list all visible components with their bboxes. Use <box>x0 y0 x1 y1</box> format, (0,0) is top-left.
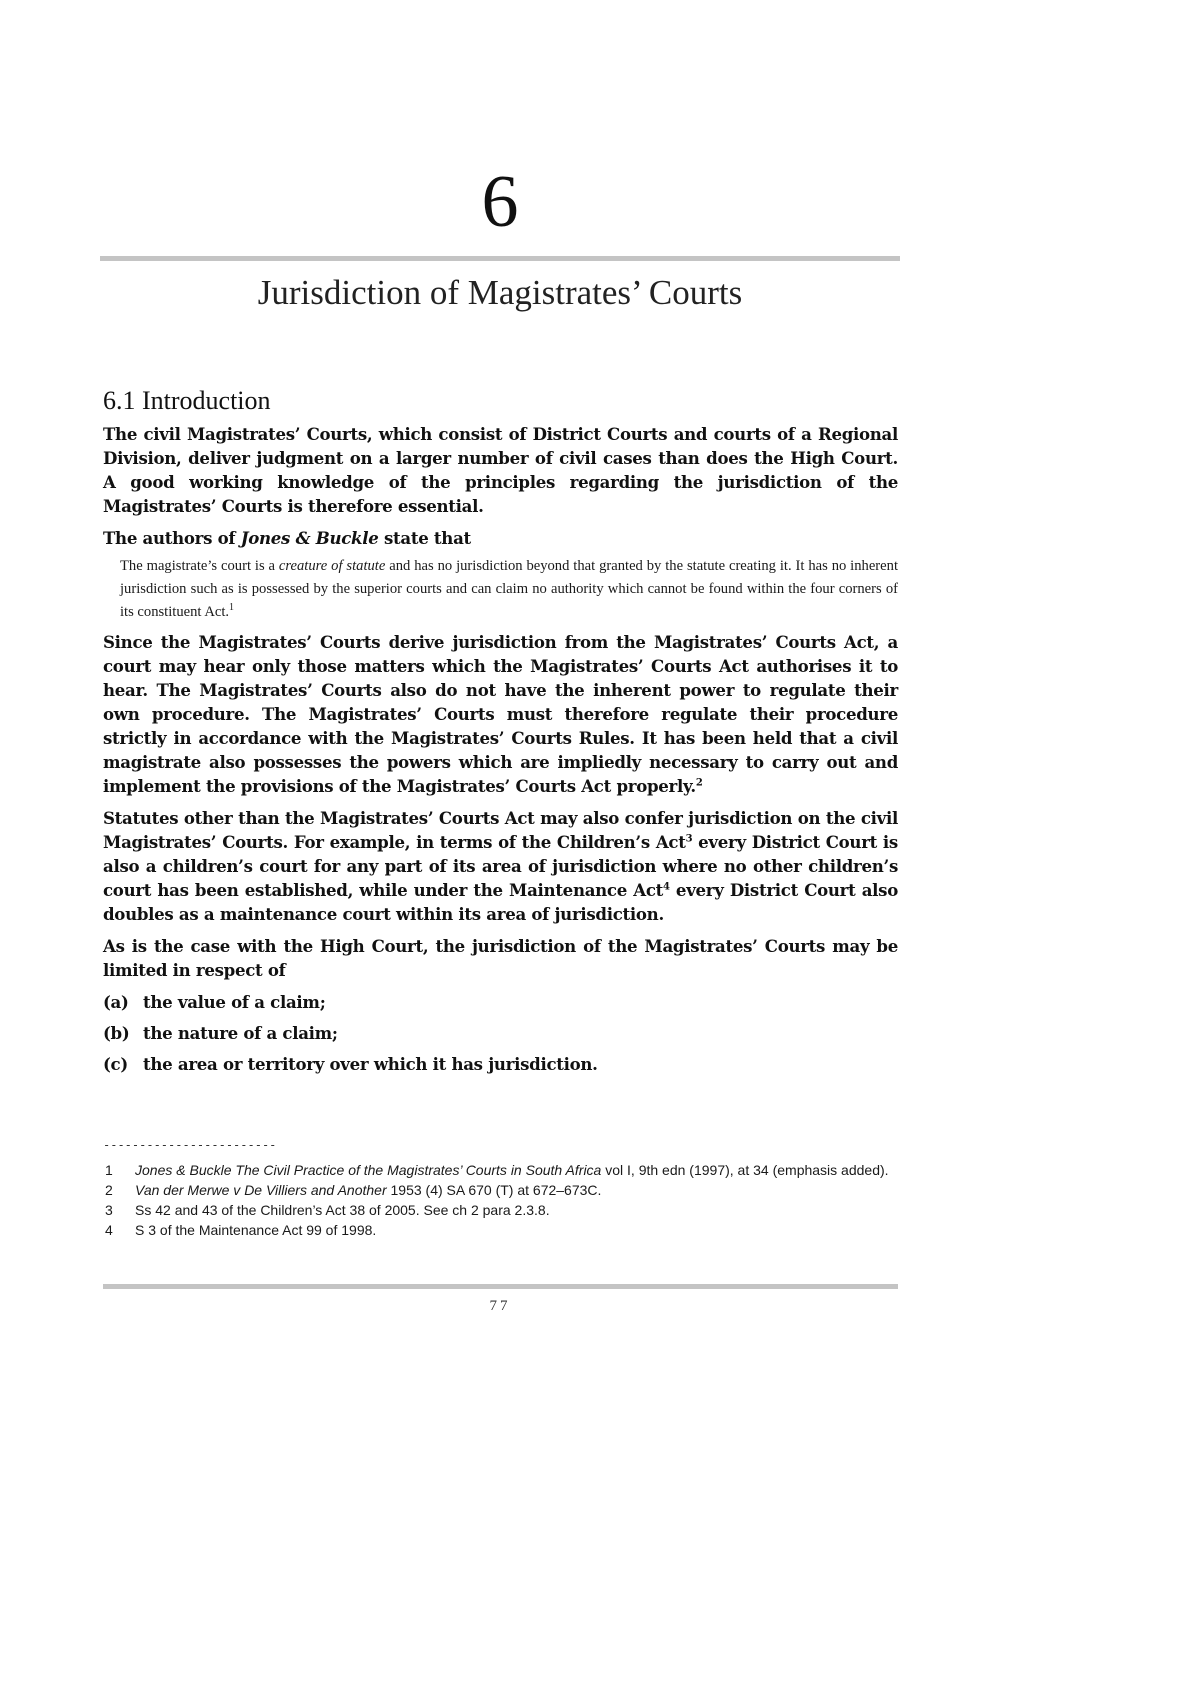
footnote <box>103 1180 898 1200</box>
footnotes <box>103 1160 898 1240</box>
text-run: Statutes other than the Magistrates’ Courts Act may also confer jurisdiction on the civil Magistrates’ Courts. For example, in terms of the Children’s Act <box>103 808 898 852</box>
text-run: Since the Magistrates’ Courts derive jurisdiction from the Magistrates’ Courts Act, a court may hear only those matters which the Magistrates’ Courts Act authorises it to hear. The Magistrates’ Courts also do not have the inherent power to regulate their own procedure. The Magistrates’ Courts must therefore regulate their procedure strictly in accordance with the Magistrates’ Courts Rules. It has been held that a civil magistrate also possesses the powers which are impliedly necessary to carry out and implement the provisions of the Magistrates’ Courts Act properly. <box>103 632 898 796</box>
paragraph-intro: The civil Magistrates’ Courts, which consist of District Courts and courts of a Regional Division, deliver judgment on a larger number of civil cases than does the High Court. A good working knowledge of the principles regarding the jurisdiction of the Magistrates’ Courts is therefore essential. <box>103 424 898 516</box>
text-run: every District Court is also a children’s court for any part of its area of jurisdiction where no other children’s court has been established, while under the Maintenance Act <box>103 832 898 900</box>
footnote-separator: ------------------------ <box>103 1138 277 1152</box>
section-heading: 6.1 Introduction <box>103 386 271 415</box>
paragraph-statutes <box>103 806 898 926</box>
list-marker: (b) <box>103 1023 130 1043</box>
text-run: The magistrate’s court is a <box>120 558 279 574</box>
citation-title: Van der Merwe v De Villiers and Another <box>135 1182 387 1198</box>
list-text: the value of a claim; <box>143 992 326 1012</box>
list-marker: (c) <box>103 1054 128 1074</box>
footnote-text <box>135 1200 898 1220</box>
paragraph-limits: As is the case with the High Court, the jurisdiction of the Magistrates’ Courts may be limited in respect of <box>103 936 898 980</box>
book-title: Jones & Buckle <box>240 528 379 548</box>
top-rule <box>100 256 900 261</box>
list-marker: (a) <box>103 992 129 1012</box>
body-text <box>103 422 898 1083</box>
text-run: and has no jurisdiction beyond that granted by the statute creating it. It has no inherent jurisdiction such as is possessed by the superior courts and can claim no authority which cannot be found within the four corners of its constituent Act. <box>120 558 898 620</box>
text-run: 1953 (4) SA 670 (T) at 672–673C. <box>386 1182 602 1198</box>
footnote-number: 2 <box>105 1182 113 1198</box>
footnote-ref: 4 <box>663 881 670 893</box>
chapter-number: 6 <box>481 161 519 243</box>
block-quote <box>120 555 898 624</box>
list-text: the area or territory over which it has jurisdiction. <box>143 1054 598 1074</box>
footnote <box>103 1220 898 1240</box>
text-run: The authors of <box>103 528 241 548</box>
paragraph-authors <box>103 526 898 550</box>
footnote <box>103 1160 898 1180</box>
chapter-title: Jurisdiction of Magistrates’ Courts <box>257 273 743 312</box>
text-run: state that <box>378 528 471 548</box>
limits-list <box>103 990 898 1076</box>
footnote-text <box>135 1180 898 1200</box>
page-number: 77 <box>489 1298 511 1314</box>
document-page <box>100 0 900 1696</box>
text-run: S 3 of the Maintenance Act 99 of 1998. <box>135 1222 377 1238</box>
bottom-rule <box>103 1284 898 1289</box>
footnote-number: 4 <box>105 1222 113 1238</box>
text-run: every District Court also doubles as a maintenance court within its area of jurisdiction. <box>103 880 898 924</box>
footnote-number: 3 <box>105 1202 113 1218</box>
footnote <box>103 1200 898 1220</box>
footnote-text <box>135 1220 898 1240</box>
list-text: the nature of a claim; <box>143 1023 338 1043</box>
text-run: vol I, 9th edn (1997), at 34 (emphasis added). <box>601 1162 889 1178</box>
footnote-text <box>135 1160 898 1180</box>
emphasis: creature of statute <box>278 558 386 574</box>
citation-title: Jones & Buckle The Civil Practice of the Magistrates’ Courts in South Africa <box>135 1162 602 1178</box>
footnote-ref: 1 <box>229 602 235 614</box>
text-run: Ss 42 and 43 of the Children’s Act 38 of 2005. See ch 2 para 2.3.8. <box>135 1202 550 1218</box>
list-item <box>103 990 898 1014</box>
footnote-ref: 2 <box>695 777 703 789</box>
list-item <box>103 1021 898 1045</box>
paragraph-derive <box>103 630 898 798</box>
footnote-ref: 3 <box>685 833 693 845</box>
footnote-number: 1 <box>105 1162 113 1178</box>
list-item <box>103 1052 898 1076</box>
